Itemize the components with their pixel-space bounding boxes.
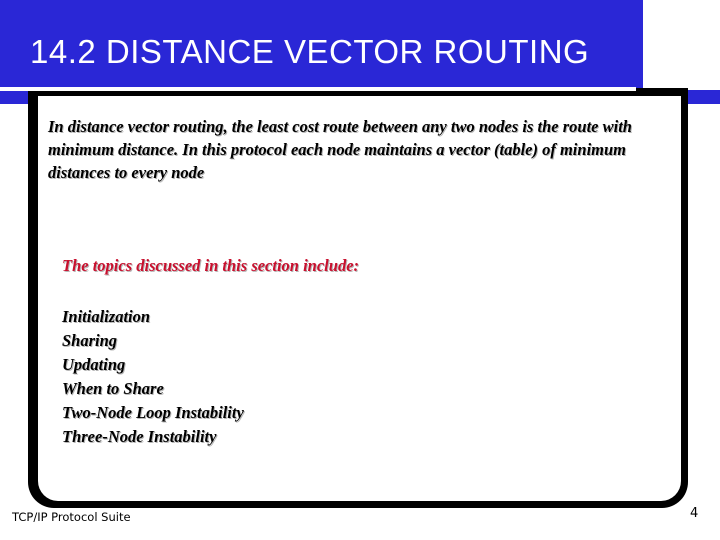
topics-heading: The topics discussed in this section include: [62, 256, 360, 275]
footer-source: TCP/IP Protocol Suite [12, 510, 131, 524]
topic-item-two-node-loop-instability: Two-Node Loop Instability [62, 403, 244, 422]
page-number: 4 [690, 506, 699, 521]
banner-corner-cutout [643, 0, 720, 90]
topic-item-initialization: Initialization [62, 307, 151, 326]
slide-title: 14.2 DISTANCE VECTOR ROUTING [30, 33, 590, 70]
topic-list [62, 305, 244, 449]
topic-item-when-to-share: When to Share [62, 379, 164, 398]
topic-item-sharing: Sharing [62, 331, 118, 350]
intro-paragraph: In distance vector routing, the least cost route between any two nodes is the route with minimum distance. In this protocol each node maintains a vector (table) of minimum distances to every node [48, 117, 632, 182]
topic-item-updating: Updating [62, 355, 126, 374]
topic-item-three-node-instability: Three-Node Instability [62, 427, 217, 446]
title-underline [0, 87, 636, 91]
